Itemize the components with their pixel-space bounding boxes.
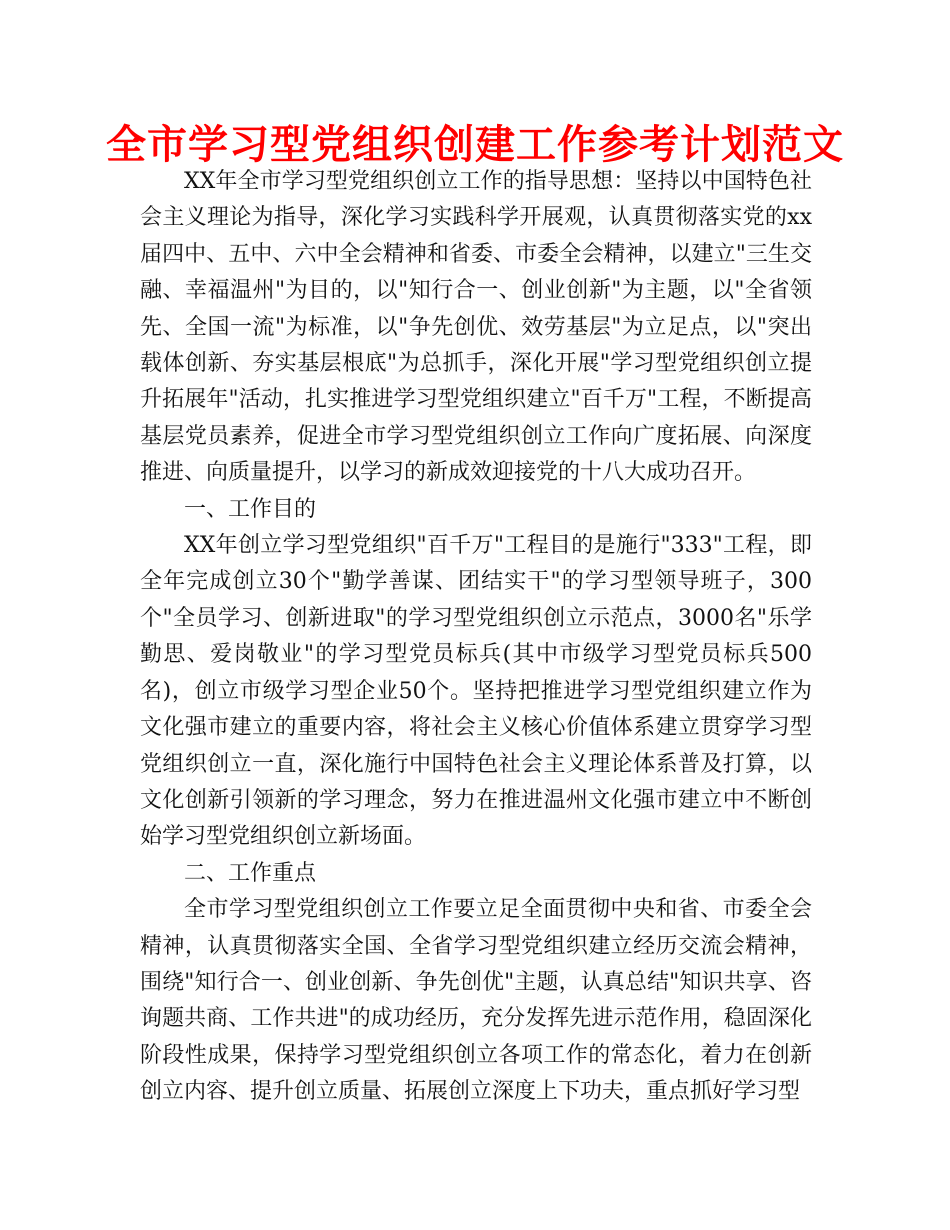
paragraph-objectives: XX年创立学习型党组织"百千万"工程目的是施行"333"工程，即全年完成创立30个"勤学善谋、团结实干"的学习型领导班子，300个"全员学习、创新进取"的学习型党组织创立示范点，3000名"乐学勤思、爱岗敬业"的学习型党员标兵(其中市级学习型党员标兵500名)，创立市级学习型企业50个。坚持把推进学习型党组织建立作为文化强市建立的重要内容，将社会主义核心价值体系建立贯穿学习型党组织创立一直，深化施行中国特色社会主义理论体系普及打算，以文化创新引领新的学习理念，努力在推进温州文化强市建立中不断创始学习型党组织创立新场面。 bbox=[140, 533, 812, 850]
section-heading-objectives: 一、工作目的 bbox=[184, 496, 317, 522]
document-title: 全市学习型党组织创建工作参考计划范文 bbox=[106, 122, 844, 168]
paragraph-guiding-thought: XX年全市学习型党组织创立工作的指导思想：坚持以中国特色社会主义理论为指导，深化学习实践科学开展观，认真贯彻落实党的xx届四中、五中、六中全会精神和省委、市委全会精神，以建立"三生交融、幸福温州"为目的，以"知行合一、创业创新"为主题，以"全省领先、全国一流"为标准，以"争先创优、效劳基层"为立足点，以"突出载体创新、夯实基层根底"为总抓手，深化开展"学习型党组织创立提升拓展年"活动，扎实推进学习型党组织建立"百千万"工程，不断提高基层党员素养，促进全市学习型党组织创立工作向广度拓展、向深度推进、向质量提升，以学习的新成效迎接党的十八大成功召开。 bbox=[140, 169, 812, 486]
paragraph-key-work: 全市学习型党组织创立工作要立足全面贯彻中央和省、市委全会精神，认真贯彻落实全国、全省学习型党组织建立经历交流会精神，围绕"知行合一、创业创新、争先创优"主题，认真总结"知识共享、咨询题共商、工作共进"的成功经历，充分发挥先进示范作用，稳固深化阶段性成果，保持学习型党组织创立各项工作的常态化，着力在创新创立内容、提升创立质量、拓展创立深度上下功夫，重点抓好学习型 bbox=[140, 897, 812, 1105]
document-body bbox=[140, 164, 812, 1111]
section-heading-key-work: 二、工作重点 bbox=[184, 860, 317, 886]
